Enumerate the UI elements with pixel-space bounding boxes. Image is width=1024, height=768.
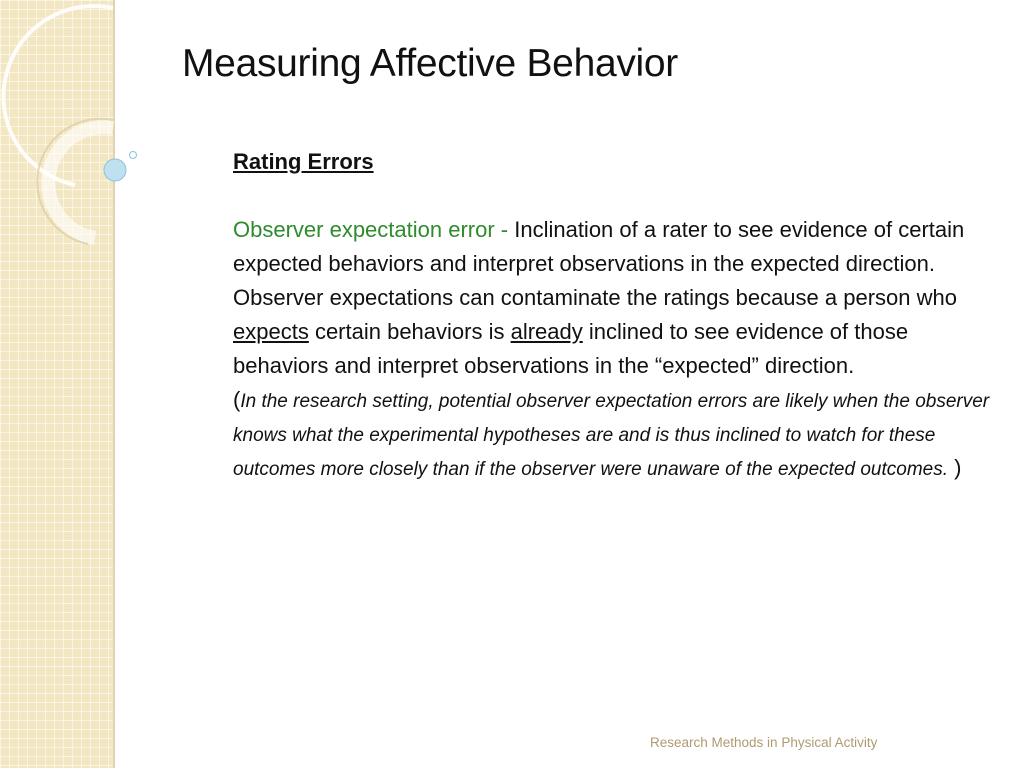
subheading-rating-errors: Rating Errors bbox=[233, 149, 374, 174]
slide-title: Measuring Affective Behavior bbox=[182, 42, 678, 85]
decorative-dot-large bbox=[104, 159, 126, 181]
slide-body bbox=[233, 145, 993, 485]
close-paren: ) bbox=[948, 455, 962, 480]
term-label: Observer expectation error - bbox=[233, 217, 509, 242]
paragraph-text-3: inclined to see evidence of those behaviors and interpret observations in the “expected” direction. bbox=[233, 319, 909, 378]
decorative-swirl bbox=[0, 0, 160, 300]
emphasis-already: already bbox=[510, 319, 583, 344]
swirl-arc-small bbox=[48, 127, 113, 238]
spacer bbox=[233, 179, 993, 213]
emphasis-expects: expects bbox=[233, 319, 309, 344]
open-paren: ( bbox=[233, 387, 241, 412]
decorative-dot-small bbox=[130, 152, 137, 159]
footer-text: Research Methods in Physical Activity bbox=[650, 735, 878, 750]
paragraph-text-1: Inclination of a rater to see evidence of certain expected behaviors and interpret observations in the expected direction. Observer expectations can contaminate the ratings because a person who bbox=[233, 217, 965, 310]
paragraph-text-2: certain behaviors is bbox=[308, 319, 511, 344]
italic-note: In the research setting, potential observer expectation errors are likely when the observer knows what the experimental hypotheses are and is thus inclined to watch for these outcomes more closely than if the observer were unaware of the expected outcomes. bbox=[233, 391, 990, 480]
definition-paragraph bbox=[233, 213, 993, 485]
